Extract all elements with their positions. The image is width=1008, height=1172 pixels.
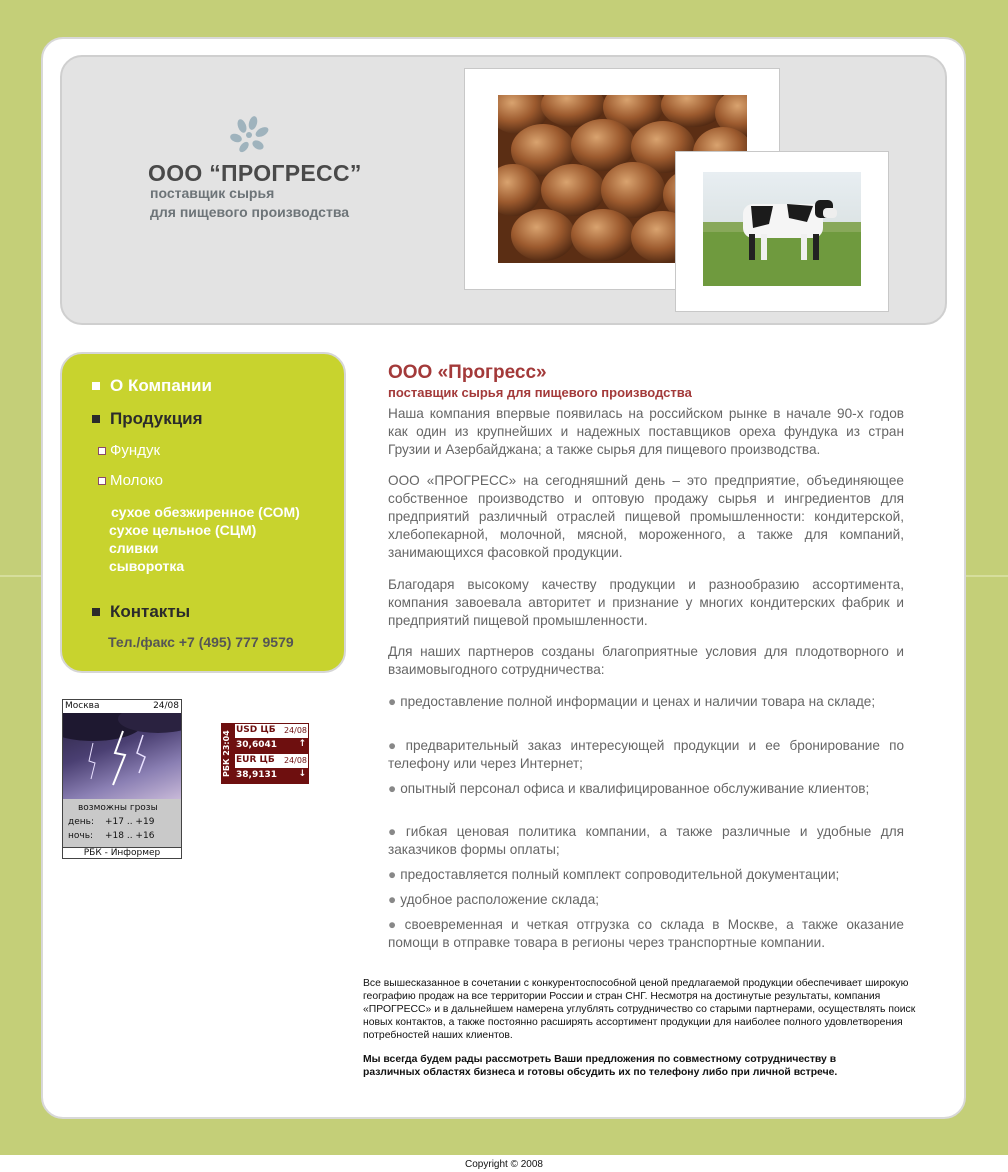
nav-item-whey[interactable]: сыворотка <box>109 558 185 574</box>
usd-label: USD ЦБ <box>236 725 276 735</box>
bullet-square-icon <box>92 415 100 423</box>
logo-tagline-2: для пищевого производства <box>150 204 350 220</box>
bullet-outline-icon <box>98 447 106 455</box>
eur-label: EUR ЦБ <box>236 755 275 765</box>
paragraph-4: Для наших партнеров созданы благоприятные условия для плодотворного и взаимовыгодного сотрудничества: <box>388 644 904 677</box>
nav-item-hazelnut[interactable]: Фундук <box>98 442 160 459</box>
weather-night-temp: +18 .. +16 <box>105 831 155 841</box>
bullet-dot-icon: ● <box>388 917 401 932</box>
nav-item-cream[interactable]: сливки <box>109 540 159 556</box>
closing-paragraph: Все вышесказанное в сочетании с конкурентоспособной ценой предлагаемой продукции обеспечивает широкую географию продаж на все территории России и стран СНГ. Несмотря на достинутые результаты, компания «ПРОГРЕСС» и в дальнейшем намерена углублять сотрудничество со старыми партнерами, осуществлять поиск новых контактов, а также постоянно расширять ассортимент продукции для наиболее полного удовлетворения потребностей наших клиентов. <box>363 978 916 1041</box>
currency-side-label: РБК 23:04 <box>222 730 231 777</box>
weather-footer: РБК - Информер <box>63 847 181 859</box>
bullet-dot-icon: ● <box>388 867 397 882</box>
bullet-square-icon <box>92 608 100 616</box>
weather-date: 24/08 <box>153 701 179 711</box>
list-item: ● предварительный заказ интересующей продукции и ее бронирование по телефону или через Интернет; <box>388 738 904 771</box>
list-item: ● предоставление полной информации и ценах и наличии товара на складе; <box>388 694 876 709</box>
paragraph-2: ООО «ПРОГРЕСС» на сегодняшний день – это предприятие, объединяющее собственное производство и оптовую продажу сырья и ингредиентов для предприятий различный отраслей пищевой промышленности: кондитерской, хлебопекарной, молочной, мясной, мороженного, а также для компаний, занимающихся фасовкой продукции. <box>388 473 904 560</box>
list-item: ● своевременная и четкая отгрузка со склада в Москве, а также оказание помощи в отправке товара в регионы через транспортные компании. <box>388 917 904 950</box>
weather-city: Москва <box>65 701 100 711</box>
closing-bold-paragraph: Мы всегда будем рады рассмотреть Ваши предложения по совместному сотрудничеству в различных областях бизнеса и готовы обсудить их по телефону либо при личной встрече. <box>363 1054 838 1078</box>
bullet-dot-icon: ● <box>388 781 397 796</box>
content-subtitle: поставщик сырья для пищевого производства <box>388 385 692 400</box>
arrow-up-icon: ↑ <box>298 739 306 749</box>
currency-informer[interactable] <box>221 723 309 784</box>
eur-date: 24/08 <box>283 756 307 765</box>
list-item: ● гибкая ценовая политика компании, а также различные и удобные для заказчиков формы оплаты; <box>388 824 904 857</box>
usd-value: 30,6041 <box>236 740 277 750</box>
contact-phone: Тел./факс +7 (495) 777 9579 <box>108 634 294 650</box>
usd-date: 24/08 <box>283 726 307 735</box>
nav-item-contacts[interactable]: Контакты <box>92 602 190 622</box>
nav-item-skim-milk[interactable]: сухое обезжиренное (СОМ) <box>111 504 300 520</box>
logo-flower-icon <box>226 116 274 160</box>
nav-item-about[interactable]: О Компании <box>92 376 212 396</box>
content-title: ООО «Прогресс» <box>388 362 547 383</box>
list-item: ● предоставляется полный комплект сопроводительной документации; <box>388 867 840 882</box>
eur-value: 38,9131 <box>236 770 277 780</box>
bullet-dot-icon: ● <box>388 694 397 709</box>
cow-photo-frame <box>675 151 889 312</box>
weather-day-label: день: <box>68 817 94 827</box>
nav-item-products[interactable]: Продукция <box>92 409 203 429</box>
bullet-dot-icon: ● <box>388 738 402 753</box>
weather-day-temp: +17 .. +19 <box>105 817 155 827</box>
weather-condition: возможны грозы <box>78 803 158 813</box>
thunderstorm-icon <box>63 713 181 799</box>
list-item: ● удобное расположение склада; <box>388 892 600 907</box>
copyright: Copyright © 2008 <box>465 1159 543 1170</box>
bullet-square-icon <box>92 382 100 390</box>
paragraph-3: Благодаря высокому качеству продукции и разнообразию ассортимента, компания завоевала авторитет и признание у многих кондитерских фабрик и предприятий пищевой промышленности. <box>388 577 904 628</box>
company-logo-title: ООО “ПРОГРЕСС” <box>148 160 362 186</box>
list-item: ● опытный персонал офиса и квалифицированное обслуживание клиентов; <box>388 781 870 796</box>
nav-item-whole-milk[interactable]: сухое цельное (СЦМ) <box>109 522 257 538</box>
logo-tagline-1: поставщик сырья <box>150 185 275 201</box>
bullet-outline-icon <box>98 477 106 485</box>
bullet-dot-icon: ● <box>388 892 397 907</box>
weather-night-label: ночь: <box>68 831 94 841</box>
bullet-dot-icon: ● <box>388 824 402 839</box>
cow-photo <box>703 172 861 286</box>
weather-informer[interactable] <box>62 699 182 859</box>
nav-item-milk[interactable]: Молоко <box>98 472 163 489</box>
arrow-down-icon: ↓ <box>298 769 306 779</box>
intro-paragraph: Наша компания впервые появилась на российском рынке в начале 90-х годов как один из крупнейших и надежных поставщиков ореха фундука из стран Грузии и Азербайджана; а также сырья для пищевого производства. <box>388 406 904 457</box>
